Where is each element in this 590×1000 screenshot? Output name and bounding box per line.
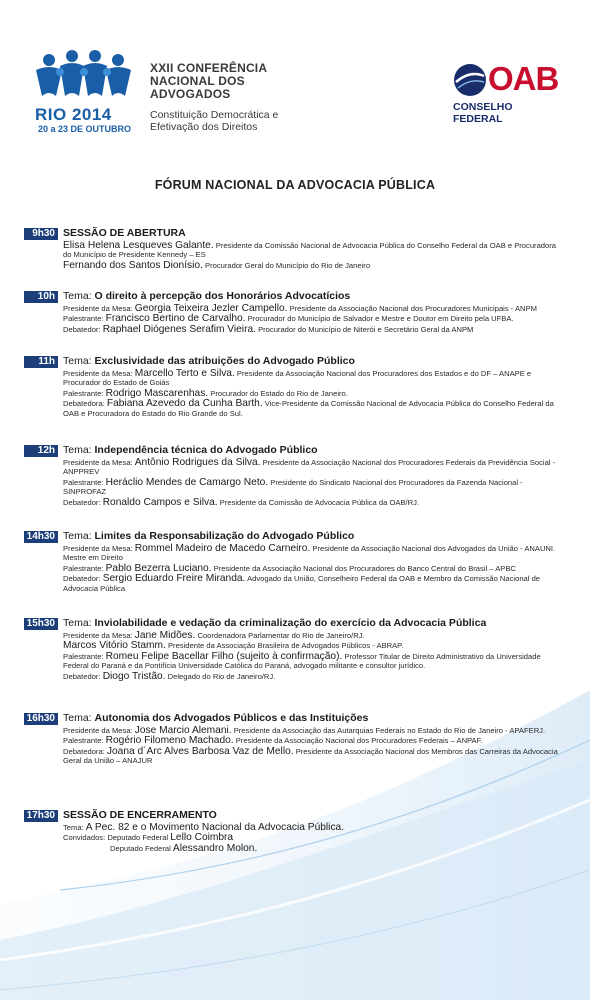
session-time-badge: 15h30: [24, 618, 58, 630]
session-participants: [63, 823, 561, 854]
participant-role: Palestrante:: [63, 563, 106, 573]
session-time-badge: 14h30: [24, 531, 58, 543]
participant-line: [63, 844, 561, 853]
participant-role: Palestrante:: [63, 477, 106, 487]
participant-line: [63, 631, 561, 640]
participant-line: [63, 564, 561, 573]
participant-role: Deputado Federal: [110, 843, 173, 853]
participant-name: Antônio Rodrigues da Silva.: [134, 457, 261, 468]
participant-description: Procurador Geral do Município do Rio de Janeiro: [202, 260, 371, 270]
session-heading: [63, 712, 368, 725]
participant-line: [63, 325, 561, 334]
participant-name: Marcos Vitório Stamm.: [63, 640, 166, 652]
participant-description: Presidente da Associação Nacional dos Procuradores do Banco Central do Brasil – APBC: [211, 563, 516, 573]
session-title: Autonomia dos Advogados Públicos e das Instituições: [94, 712, 369, 724]
oab-logo-text: OAB: [488, 60, 559, 97]
participant-description: Presidente da Associação Nacional dos Procuradores Federais da Previdência Social - ANPPREV: [63, 458, 556, 477]
session-participants: [63, 631, 561, 682]
oab-logo: [452, 60, 562, 125]
participant-description: Presidente da Associação Nacional dos Procuradores Municipais - ANPM: [287, 304, 537, 313]
session-participants: [63, 544, 561, 594]
participant-line: [63, 458, 561, 477]
participant-role: Presidente da Mesa:: [63, 304, 135, 313]
session-title: Exclusividade das atribuições do Advogado Público: [94, 355, 355, 367]
participant-role: Palestrante:: [63, 736, 106, 746]
participant-description: Advogado da União, Conselheiro Federal da OAB e Membro da Comissão Nacional de Advocacia Pública: [63, 574, 541, 593]
participant-role: Debatedora:: [63, 399, 107, 409]
participant-name: Diogo Tristão.: [102, 670, 166, 682]
participant-description: Presidente da Comissão Nacional de Advocacia Pública do Conselho Federal da OAB e Procuradora do Município de Presidente Kennedy – ES: [63, 241, 556, 260]
tema-prefix: Tema:: [63, 290, 95, 302]
tema-prefix: Tema:: [63, 712, 95, 724]
session-heading: [63, 809, 217, 822]
participant-name: Rommel Madeiro de Macedo Carneiro.: [134, 543, 311, 554]
participant-name: Romeu Felipe Bacellar Filho (sujeito à confirmação).: [105, 650, 343, 662]
participant-line: [63, 652, 561, 671]
participant-name: Marcello Terto e Silva.: [134, 368, 235, 379]
tema-prefix: Tema:: [63, 530, 95, 542]
participant-description: Procurador do Estado do Rio de Janeiro.: [208, 388, 348, 398]
session-title: Independência técnica do Advogado Público: [94, 444, 318, 456]
session-heading: [63, 227, 186, 240]
header: [0, 0, 590, 150]
participant-role: Presidente da Mesa:: [63, 458, 135, 467]
participant-role: Debatedor:: [63, 574, 103, 584]
participant-line: [63, 726, 561, 735]
participant-name: Sergio Eduardo Freire Miranda.: [102, 573, 246, 585]
session-heading: [63, 355, 355, 368]
session-time-badge: 16h30: [24, 713, 58, 725]
participant-line: [63, 478, 561, 497]
participant-line: [63, 314, 561, 323]
session-title: O direito à percepção dos Honorários Advocatícios: [94, 290, 351, 302]
conference-title-line: ADVOGADOS: [150, 87, 231, 101]
participant-name: Ronaldo Campos e Silva.: [102, 496, 218, 508]
participant-role: Palestrante:: [63, 651, 106, 661]
oab-globe-icon: [452, 62, 488, 98]
conference-title: [150, 62, 267, 101]
participant-name: Jane Midões.: [134, 630, 196, 641]
session-heading: [63, 290, 350, 303]
participant-name: A Pec. 82 e o Movimento Nacional da Advocacia Pública.: [85, 822, 345, 833]
participant-name: Fernando dos Santos Dionísio.: [63, 259, 203, 271]
page-title: FÓRUM NACIONAL DA ADVOCACIA PÚBLICA: [154, 178, 436, 192]
rio-year: RIO 2014: [35, 105, 112, 124]
participant-role: Convidados: Deputado Federal: [63, 833, 171, 843]
session-title: SESSÃO DE ENCERRAMENTO: [63, 809, 217, 821]
session-heading: [63, 530, 354, 543]
participant-description: Presidente da Associação das Autarquias Federais no Estado do Rio de Janeiro - APAFERJ.: [231, 726, 546, 735]
participant-description: Professor Titular de Direito Administrativo da Universidade Federal do Paraná e da Pontifícia Universidade Católica do Paraná, advogado militante e consultor jurídico.: [63, 651, 541, 671]
participant-role: Palestrante:: [63, 388, 106, 398]
participant-name: Fabiana Azevedo da Cunha Barth.: [106, 398, 263, 410]
participant-name: Elisa Helena Lesqueves Galante.: [63, 240, 214, 251]
participant-description: Procurador do Município de Salvador e Mestre e Doutor em Direito pela UFBA.: [245, 314, 514, 324]
participant-description: Presidente da Associação Nacional dos Membros das Carreiras da Advocacia Geral da União – ANAJUR: [63, 746, 558, 766]
participant-name: Heráclio Mendes de Camargo Neto.: [105, 476, 269, 488]
session-title: Limites da Responsabilização do Advogado Público: [94, 530, 355, 542]
participant-line: [63, 747, 561, 766]
participant-line: [63, 498, 561, 507]
rio-dates: 20 a 23 DE OUTUBRO: [38, 124, 132, 134]
participant-role: Debatedora:: [63, 746, 107, 756]
participant-role: Presidente da Mesa:: [63, 631, 135, 640]
participant-name: Joana d´Arc Alves Barbosa Vaz de Mello.: [106, 745, 294, 757]
participant-line: [63, 241, 561, 260]
participant-role: Tema:: [63, 823, 86, 832]
session-heading: [63, 444, 318, 457]
session-participants: [63, 241, 561, 271]
participant-role: Presidente da Mesa:: [63, 726, 135, 735]
session-time-badge: 11h: [24, 356, 58, 368]
participant-role: Debatedor:: [63, 671, 103, 681]
participant-role: Debatedor:: [63, 324, 103, 334]
session-time-badge: 10h: [24, 291, 58, 303]
oab-subtitle: CONSELHO FEDERAL: [453, 101, 513, 125]
participant-line: [63, 369, 561, 388]
tema-prefix: Tema:: [63, 617, 95, 629]
session-heading: [63, 617, 486, 630]
participant-line: [63, 544, 561, 563]
tema-prefix: Tema:: [63, 444, 95, 456]
participant-description: Presidente da Comissão de Advocacia Pública da OAB/RJ.: [217, 497, 419, 507]
conference-title-line: XXII CONFERÊNCIA: [150, 61, 268, 75]
participant-description: Presidente da Associação Nacional dos Procuradores Federais – ANPAF.: [233, 736, 483, 746]
session-title: Inviolabilidade e vedação da criminalização do exercício da Advocacia Pública: [94, 617, 487, 629]
participant-name: Jose Marcio Alemani.: [134, 725, 232, 736]
participant-line: [63, 641, 561, 650]
session-participants: [63, 304, 561, 335]
participant-role: Palestrante:: [63, 314, 106, 324]
conference-subtitle-line: Constituição Democrática e: [150, 109, 279, 121]
participant-description: Vice-Presidente da Comissão Nacional de Advocacia Pública do Conselho Federal da OAB e Procuradora do Estado do Rio Grande do Sul.: [63, 399, 554, 418]
participant-name: Lello Coimbra: [170, 832, 234, 844]
participant-role: Debatedor:: [63, 497, 103, 507]
participant-name: Rogério Filomeno Machado.: [105, 735, 234, 747]
participant-description: Coordenadora Parlamentar do Rio de Janeiro/RJ.: [195, 631, 365, 640]
participant-line: [63, 574, 561, 593]
participant-name: Raphael Diógenes Serafim Vieira.: [102, 323, 256, 335]
participant-description: Presidente do Sindicato Nacional dos Procuradores da Fazenda Nacional - SINPROFAZ: [63, 477, 523, 497]
tema-prefix: Tema:: [63, 355, 95, 367]
participant-description: Presidente da Associação Brasileira de Advogados Públicos - ABRAP.: [165, 641, 404, 651]
participant-line: [63, 261, 561, 270]
conference-title-line: NACIONAL DOS: [150, 74, 245, 88]
participant-description: Delegado do Rio de Janeiro/RJ.: [165, 671, 276, 681]
participant-name: Georgia Teixeira Jezler Campello.: [134, 303, 288, 314]
participant-name: Pablo Bezerra Luciano.: [105, 562, 212, 574]
session-participants: [63, 726, 561, 767]
session-title: SESSÃO DE ABERTURA: [63, 227, 186, 239]
participant-line: [63, 823, 561, 832]
conference-subtitle: [150, 109, 278, 133]
participant-name: Alessandro Molon.: [172, 842, 258, 854]
session-time-badge: 17h30: [24, 810, 58, 822]
session-participants: [63, 369, 561, 419]
participant-line: [63, 389, 561, 398]
participant-description: Procurador do Município de Niterói e Secretário Geral da ANPM: [255, 324, 474, 334]
participant-line: [63, 736, 561, 745]
participant-line: [63, 672, 561, 681]
conference-subtitle-line: Efetivação dos Direitos: [150, 121, 258, 133]
participant-role: Presidente da Mesa:: [63, 369, 135, 378]
participant-line: [63, 833, 561, 842]
participant-description: Presidente da Associação Nacional dos Procuradores dos Estados e do DF – ANAPE e Procurador do Estado de Goiás: [63, 369, 532, 388]
session-time-badge: 12h: [24, 445, 58, 457]
participant-line: [63, 304, 561, 313]
participant-role: Presidente da Mesa:: [63, 544, 135, 553]
participant-name: Francisco Bertino de Carvalho.: [105, 313, 246, 325]
participant-line: [63, 399, 561, 418]
session-participants: [63, 458, 561, 508]
participant-name: Rodrigo Mascarenhas.: [105, 387, 209, 399]
participant-description: Presidente da Associação Nacional dos Advogados da União - ANAUNI. Mestre em Direito: [63, 544, 556, 563]
session-time-badge: 9h30: [24, 228, 58, 240]
